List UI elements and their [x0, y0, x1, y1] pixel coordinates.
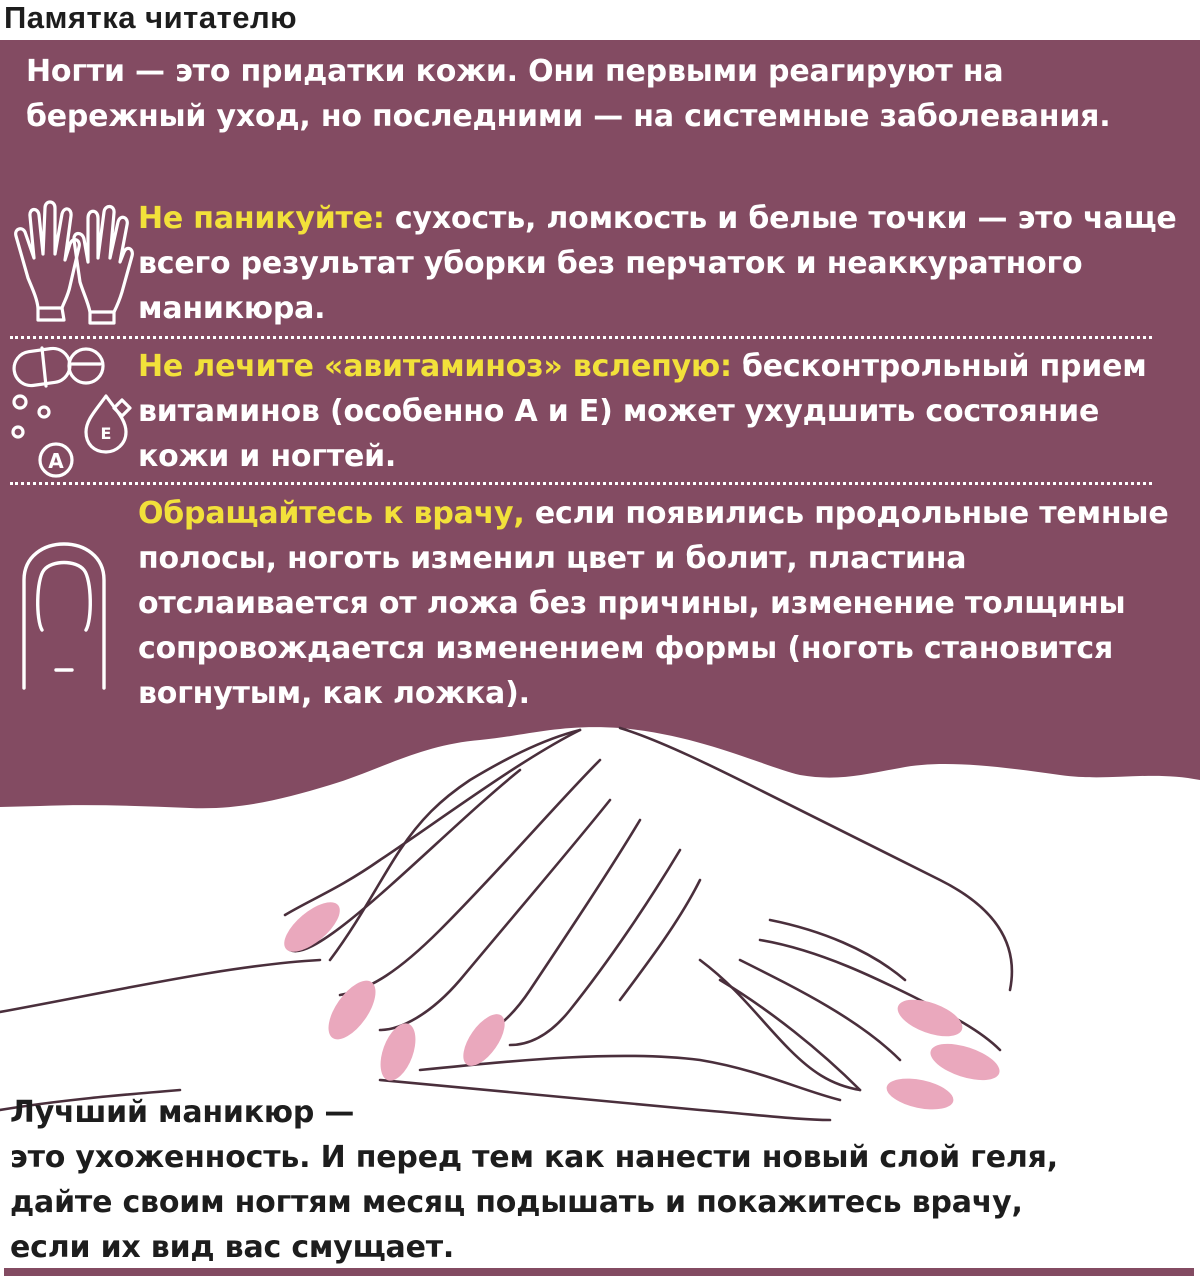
page-title: Памятка читателю [4, 0, 298, 35]
footer-line: если их вид вас смущает. [10, 1230, 455, 1265]
bottom-rule [4, 1268, 1194, 1276]
tip-doctor-body: если появились продольные темные полосы, ноготь изменил цвет и болит, пластина отслаивается от ложа без причины, изменение толщины сопровождается изменением формы (ноготь становится вогнутым, как ложка). [138, 496, 1169, 711]
vitamin-a-letter: A [48, 449, 64, 473]
footer-line: дайте своим ногтям месяц подышать и покажитесь врачу, [10, 1185, 1023, 1220]
vitamin-e-letter: E [100, 424, 112, 443]
tip-panic-highlight: Не паникуйте: [138, 201, 385, 236]
footer-line: это ухоженность. И перед тем как нанести новый слой геля, [10, 1140, 1058, 1175]
footer-line: Лучший маникюр — [10, 1095, 355, 1130]
tip-doctor-highlight: Обращайтесь к врачу, [138, 496, 525, 531]
tip-vitamins-highlight: Не лечите «авитаминоз» вслепую: [138, 349, 732, 384]
intro-text: Ногти — это придатки кожи. Они первыми реагируют на бережный уход, но последними — на системные заболевания. [26, 54, 1111, 134]
tip-vitamins-body: бесконтрольный прием витаминов (особенно А и Е) может ухудшить состояние кожи и ногтей. [138, 349, 1147, 474]
footer-text [10, 1090, 1190, 1270]
tip-panic-body: сухость, ломкость и белые точки — это чаще всего результат уборки без перчаток и неаккуратного маникюра. [138, 201, 1177, 326]
